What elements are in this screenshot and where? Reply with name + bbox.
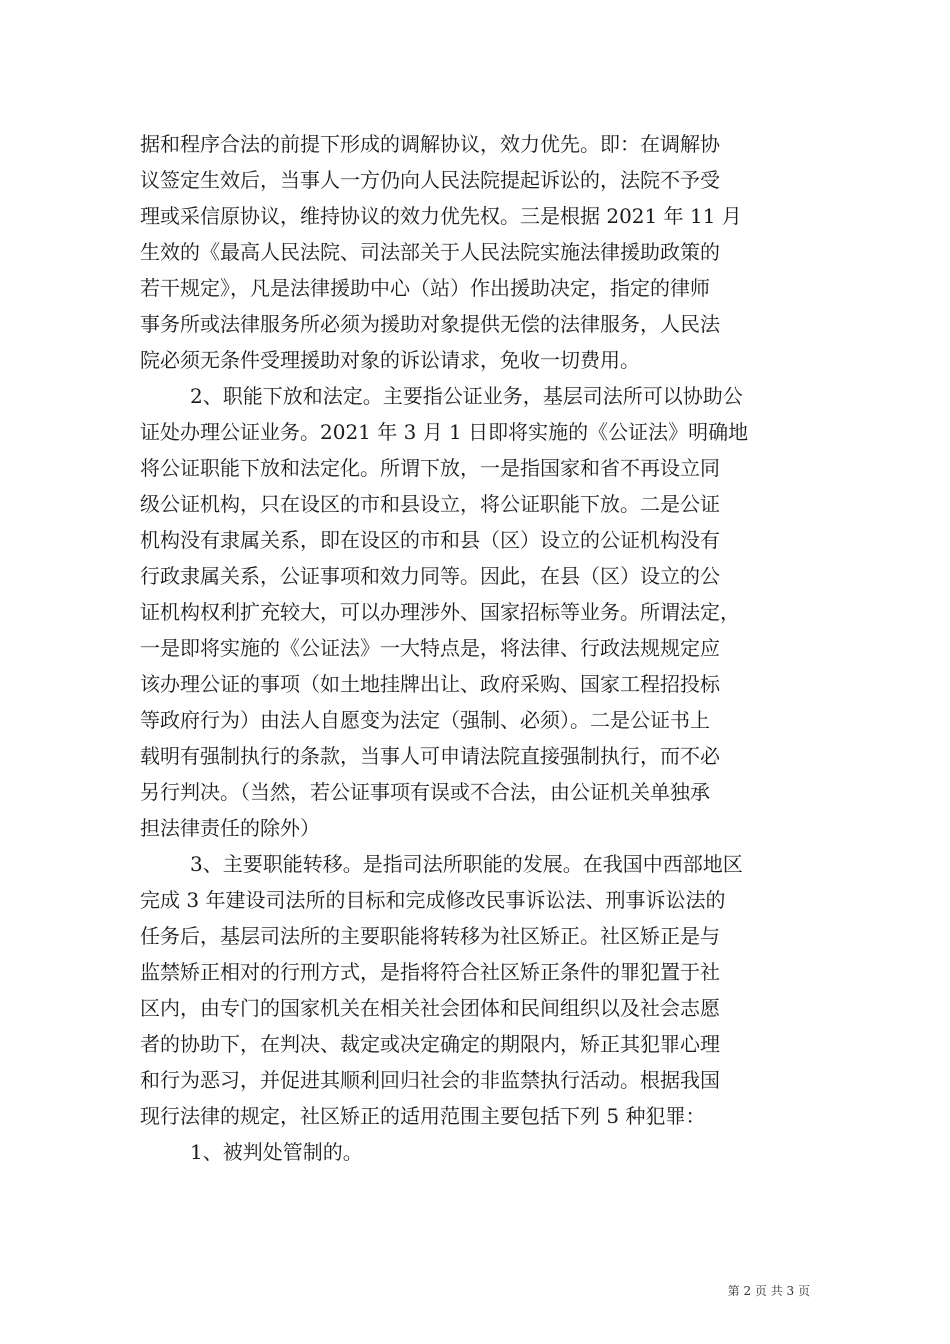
page-number-footer: 第 2 页 共 3 页	[727, 1284, 810, 1298]
text-line: 证处办理公证业务。2021 年 3 月 1 日即将实施的《公证法》明确地	[140, 420, 749, 444]
text-line: 机构没有隶属关系，即在设区的市和县（区）设立的公证机构没有	[140, 528, 720, 552]
text-line: 级公证机构，只在设区的市和县设立，将公证职能下放。二是公证	[140, 492, 720, 516]
text-line: 担法律责任的除外）	[140, 816, 320, 840]
text-line: 完成 3 年建设司法所的目标和完成修改民事诉讼法、刑事诉讼法的	[140, 888, 726, 912]
text-line: 该办理公证的事项（如土地挂牌出让、政府采购、国家工程招投标	[140, 672, 720, 696]
text-line: 者的协助下，在判决、裁定或决定确定的期限内，矫正其犯罪心理	[140, 1032, 720, 1056]
text-line: 一是即将实施的《公证法》一大特点是，将法律、行政法规规定应	[140, 636, 720, 660]
paragraph-start-line: 2、职能下放和法定。主要指公证业务，基层司法所可以协助公	[190, 384, 743, 408]
text-line: 另行判决。（当然，若公证事项有误或不合法，由公证机关单独承	[140, 780, 710, 804]
paragraph-start-line: 3、主要职能转移。是指司法所职能的发展。在我国中西部地区	[190, 852, 743, 876]
text-line: 议签定生效后，当事人一方仍向人民法院提起诉讼的，法院不予受	[140, 168, 720, 192]
text-line: 据和程序合法的前提下形成的调解协议，效力优先。即：在调解协	[140, 132, 720, 156]
text-line: 将公证职能下放和法定化。所谓下放，一是指国家和省不再设立同	[140, 456, 720, 480]
text-line: 载明有强制执行的条款，当事人可申请法院直接强制执行，而不必	[140, 744, 720, 768]
text-line: 院必须无条件受理援助对象的诉讼请求，免收一切费用。	[140, 348, 640, 372]
text-line: 证机构权利扩充较大，可以办理涉外、国家招标等业务。所谓法定，	[140, 600, 740, 624]
text-line: 区内，由专门的国家机关在相关社会团体和民间组织以及社会志愿	[140, 996, 720, 1020]
text-line: 事务所或法律服务所必须为援助对象提供无偿的法律服务，人民法	[140, 312, 720, 336]
text-line: 理或采信原协议，维持协议的效力优先权。三是根据 2021 年 11 月	[140, 204, 742, 228]
text-line: 生效的《最高人民法院、司法部关于人民法院实施法律援助政策的	[140, 240, 720, 264]
text-line: 监禁矫正相对的行刑方式，是指将符合社区矫正条件的罪犯置于社	[140, 960, 720, 984]
text-line: 若干规定》，凡是法律援助中心（站）作出援助决定，指定的律师	[140, 276, 710, 300]
text-line: 等政府行为）由法人自愿变为法定（强制、必须）。二是公证书上	[140, 708, 710, 732]
paragraph-start-line: 1、被判处管制的。	[190, 1140, 363, 1164]
text-line: 现行法律的规定，社区矫正的适用范围主要包括下列 5 种犯罪：	[140, 1104, 706, 1128]
text-line: 行政隶属关系，公证事项和效力同等。因此，在县（区）设立的公	[140, 564, 720, 588]
text-line: 和行为恶习，并促进其顺利回归社会的非监禁执行活动。根据我国	[140, 1068, 720, 1092]
text-line: 任务后，基层司法所的主要职能将转移为社区矫正。社区矫正是与	[140, 924, 720, 948]
